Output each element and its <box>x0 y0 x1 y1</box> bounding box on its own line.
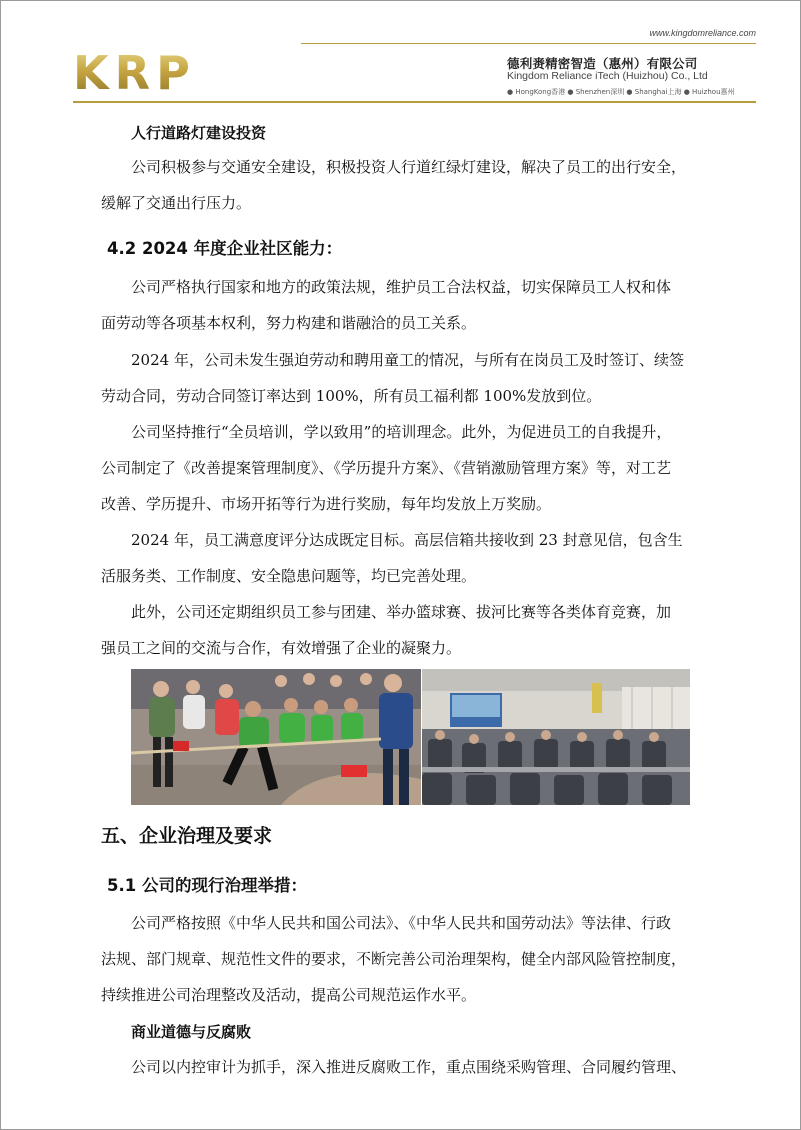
company-locations: ● HongKong香港 ● Shenzhen深圳 ● Shanghai上海 ● Huizhou惠州 <box>507 88 735 96</box>
text-line: 持续推进公司治理整改及活动，提高公司规范运作水平。 <box>101 986 477 1004</box>
text-line: 劳动合同，劳动合同签订率达到 100%，所有员工福利都 100%发放到位。 <box>101 387 602 405</box>
text-line: 公司积极参与交通安全建设，积极投资人行道红绿灯建设，解决了员工的出行安全， <box>131 158 687 176</box>
paragraph-satisfaction <box>101 522 703 594</box>
subheading-streetlight: 人行道路灯建设投资 <box>131 124 267 142</box>
text-line: 公司严格按照《中华人民共和国公司法》、《中华人民共和国劳动法》等法律、行政 <box>131 914 672 932</box>
logo-text: KRP <box>73 49 196 97</box>
text-line: 2024 年，员工满意度评分达成既定目标。高层信箱共接收到 23 封意见信，包含生 <box>131 531 683 549</box>
paragraph-team-building <box>101 594 703 666</box>
text-line: 公司制定了《改善提案管理制度》、《学历提升方案》、《营销激励管理方案》等，对工艺 <box>101 459 672 477</box>
paragraph-anti-corruption <box>131 1049 703 1085</box>
header-rule-top <box>301 43 756 44</box>
krp-logo <box>73 49 273 97</box>
paragraph-labor-rights <box>101 269 703 341</box>
paragraph-training <box>101 414 703 522</box>
paragraph-streetlight <box>101 149 703 221</box>
section-heading-4-2: 4.2 2024 年度企业社区能力： <box>107 239 343 258</box>
subheading-ethics: 商业道德与反腐败 <box>131 1023 252 1041</box>
text-line: 公司严格执行国家和地方的政策法规，维护员工合法权益，切实保障员工人权和体 <box>131 278 672 296</box>
text-line: 公司以内控审计为抓手，深入推进反腐败工作，重点围绕采购管理、合同履约管理、 <box>131 1058 687 1076</box>
paragraph-governance <box>101 905 703 1013</box>
photo-meeting-room <box>422 669 690 805</box>
text-line: 2024 年，公司未发生强迫劳动和聘用童工的情况，与所有在岗员工及时签订、续签 <box>131 351 684 369</box>
company-name-en: Kingdom Reliance iTech (Huizhou) Co., Ltd <box>507 70 708 82</box>
text-line: 改善、学历提升、市场开拓等行为进行奖励，每年均发放上万奖励。 <box>101 495 552 513</box>
photo-tug-of-war <box>131 669 421 805</box>
text-line: 活服务类、工作制度、安全隐患问题等，均已完善处理。 <box>101 567 477 585</box>
text-line: 法规、部门规章、规范性文件的要求，不断完善公司治理架构，健全内部风险管控制度， <box>101 950 687 968</box>
section-heading-5-1: 5.1 公司的现行治理举措： <box>107 876 307 895</box>
text-line: 公司坚持推行“全员培训，学以致用”的培训理念。此外，为促进员工的自我提升， <box>131 423 672 441</box>
chapter-heading-5: 五、企业治理及要求 <box>101 825 273 847</box>
text-line: 面劳动等各项基本权利，努力构建和谐融洽的员工关系。 <box>101 314 477 332</box>
company-url: www.kingdomreliance.com <box>649 28 756 38</box>
company-name-cn: 德利赉精密智造（惠州）有限公司 <box>507 56 698 71</box>
text-line: 强员工之间的交流与合作，有效增强了企业的凝聚力。 <box>101 639 462 657</box>
text-line: 此外，公司还定期组织员工参与团建、举办篮球赛、拔河比赛等各类体育竞赛，加 <box>131 603 672 621</box>
text-line: 缓解了交通出行压力。 <box>101 194 252 212</box>
paragraph-labor-contract <box>101 342 703 414</box>
header-rule-bottom <box>73 101 756 103</box>
